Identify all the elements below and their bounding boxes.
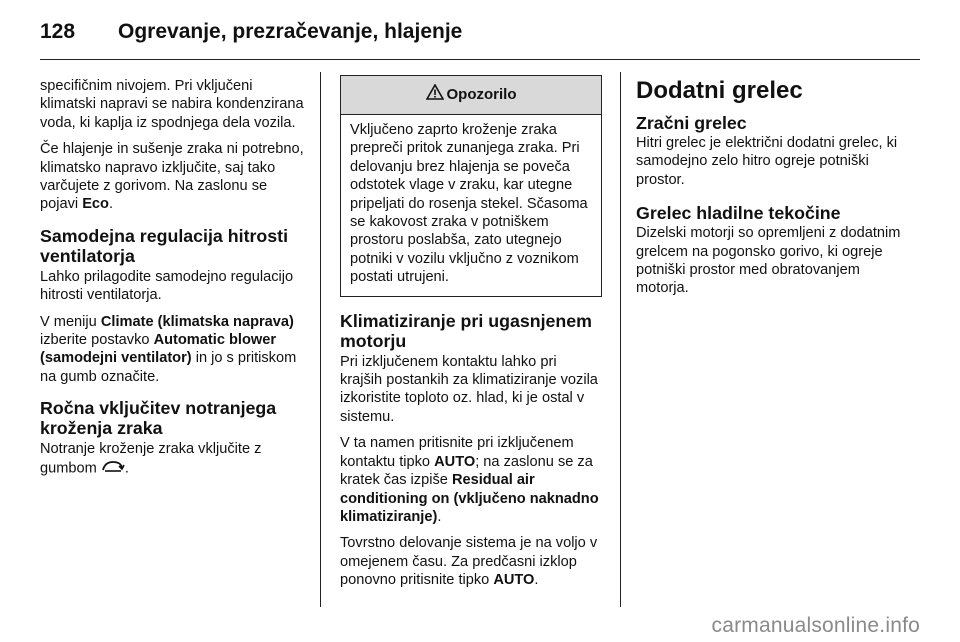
auto-key-label: AUTO <box>434 453 476 470</box>
column-divider-2 <box>620 72 621 607</box>
warning-text: Vključeno zaprto kroženje zraka prepreči pritok zunanjega zraka. Pri delovanju brez hlajenja se poveča odstotek vlage v zraku, kar utegne pripeljati do rosenja stekel. Sčasoma se kakovost zraka v potniškem prostoru poslabša, zato utegnejo potniki v vozilu vključno z voznikom postati utrujeni. <box>350 122 588 286</box>
heading-auto-fan: Samodejna regulacija hitrosti ventilatorja <box>40 225 289 266</box>
menu-climate-label: Climate (klimatska naprava) <box>100 313 294 330</box>
heading-recirculation: Ročna vključitev notranjega kroženja zraka <box>40 398 277 439</box>
column-2 <box>340 75 602 598</box>
heading-coolant-heater: Grelec hladilne tekočine <box>636 203 841 224</box>
page-number: 128 <box>40 20 76 43</box>
column-3 <box>636 77 904 306</box>
residual-ac-message: Residual air conditioning on (vključeno naknadno klimatiziranje) <box>340 472 599 525</box>
header-divider <box>40 59 920 60</box>
warning-title: Opozorilo <box>446 85 517 103</box>
warning-triangle-icon <box>426 84 447 105</box>
paragraph-engine-off-intro: Pri izključenem kontaktu lahko pri krajših postankih za klimatiziranje vozila izkoristite toploto oz. hlad, ki je ostal v sistemu. <box>340 353 598 425</box>
paragraph-recirculation: Notranje kroženje zraka vključite z gumbom . <box>40 441 262 477</box>
section-title-auxiliary-heater: Dodatni grelec <box>636 77 803 104</box>
paragraph-air-heater: Hitri grelec je električni dodatni grelec, ki samodejno zelo hitro ogreje potniški prostor. <box>636 135 898 188</box>
paragraph-condensation: specifičnim nivojem. Pri vključeni klimatski napravi se nabira kondenzirana voda, ki kaplja iz spodnjega dela vozila. <box>40 78 304 131</box>
heading-engine-off-climate: Klimatiziranje pri ugasnjenem motorju <box>340 310 592 351</box>
paragraph-limited-time: Tovrstno delovanje sistema je na voljo v omejenem času. Za predčasni izklop ponovno pritisnite tipko AUTO. <box>340 535 598 589</box>
menu-automatic-blower-label: Automatic blower (samodejni ventilator) <box>40 332 277 367</box>
heading-air-heater: Zračni grelec <box>636 113 747 133</box>
air-recirculation-icon <box>101 459 125 478</box>
paragraph-fan-intro: Lahko prilagodite samodejno regulacijo hitrosti ventilatorja. <box>40 268 294 304</box>
paragraph-fan-menu: V meniju Climate (klimatska naprava) izberite postavko Automatic blower (samodejni ventilator) in jo s pritiskom na gumb označite. <box>40 313 297 385</box>
auto-key-label-2: AUTO <box>493 572 535 589</box>
column-divider-1 <box>320 72 321 607</box>
warning-box <box>340 75 602 297</box>
page-title: Ogrevanje, prezračevanje, hlajenje <box>118 20 463 43</box>
paragraph-auto-press: V ta namen pritisnite pri izključenem kontaktu tipko AUTO; na zaslonu se za kratek čas izpiše Residual air conditioning on (vključeno naknadno klimatiziranje). <box>340 435 599 525</box>
watermark: carmanualsonline.info <box>711 614 920 637</box>
eco-label: Eco <box>82 196 109 213</box>
warning-header <box>341 76 601 115</box>
paragraph-eco: Če hlajenje in sušenje zraka ni potrebno, klimatsko napravo izključite, saj tako varčujete z gorivom. Na zaslonu se pojavi Eco. <box>40 141 304 213</box>
paragraph-coolant-heater: Dizelski motorji so opremljeni z dodatnim grelcem na pogonsko gorivo, ki ogreje potniški prostor med obratovanjem motorja. <box>636 225 901 297</box>
page-header <box>40 20 462 44</box>
column-1 <box>40 77 308 486</box>
